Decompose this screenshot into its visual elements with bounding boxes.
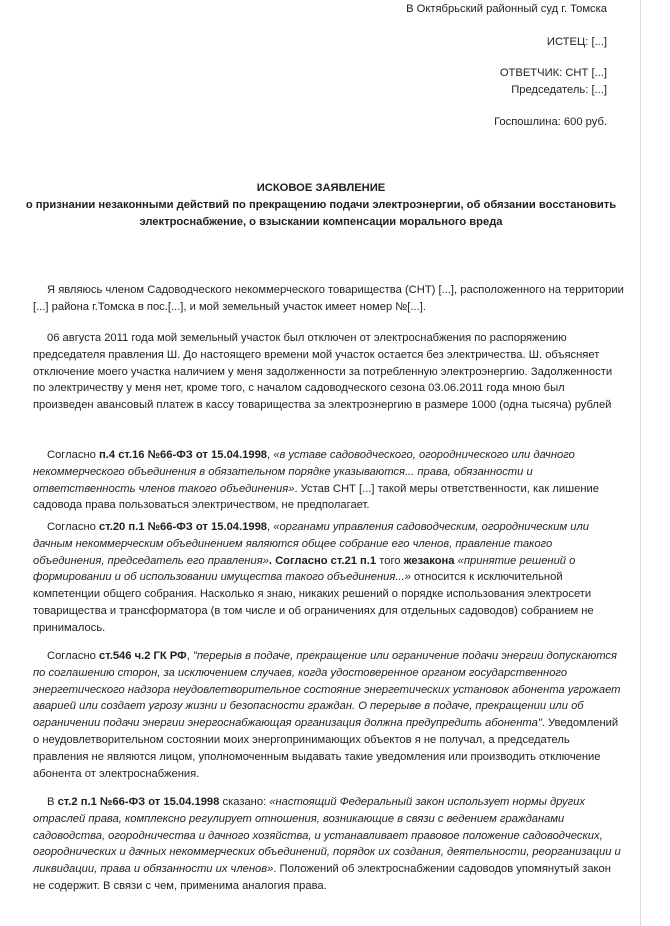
law-reference: п.4 ст.16 №66-ФЗ от 15.04.1998 (99, 449, 268, 461)
law-reference: ст.20 п.1 №66-ФЗ от 15.04.1998 (99, 521, 268, 533)
paragraph-membership (33, 282, 625, 316)
law-quote: «в уставе садоводческого, огороднического или дачного некоммерческого объединения в обязательном порядке указываются... права, обязанности и ответственность членов такого объединения» (33, 449, 575, 495)
defendant-line: ОТВЕТЧИК: СНТ [...] (499, 67, 607, 79)
text-run: В (47, 796, 58, 808)
court-fee-line: Госпошлина: 600 руб. (494, 116, 607, 128)
law-reference: ст.2 п.1 №66-ФЗ от 15.04.1998 (57, 796, 220, 808)
document-title: ИСКОВОЕ ЗАЯВЛЕНИЕ (256, 182, 386, 194)
text-run: Согласно (47, 521, 99, 533)
law-quote: "перерыв в подаче, прекращение или ограничение подачи энергии допускаются по соглашению сторон, за исключением случаев, когда удостоверенное органом государственного энергетического надзора неудовлетворительное состояние энергетических установок абонента угрожает аварией или создает угрозу жизни и безопасности граждан. О перерыве в подаче, прекращении или об ограничении подачи энергии энергоснабжающая организация должна предупредить абонента" (33, 650, 621, 730)
law-reference: жезакона (403, 554, 455, 567)
plaintiff-line: ИСТЕЦ: [...] (546, 36, 607, 48)
law-reference: ст.546 ч.2 ГК РФ (99, 650, 187, 662)
text-run: относится к исключительной компетенции общего собрания. Насколько я знаю, никаких решений о порядке использования электросети товарищества и трансформатора (в том числе и об ограничениях для отдельных садоводов) собранием не принималось. (33, 571, 594, 634)
chairman-line: Председатель: [...] (511, 84, 607, 96)
document-title-block (18, 180, 624, 231)
text-run: , (186, 650, 193, 662)
text-run: . Устав СНТ [...] такой меры ответственности, как лишение садовода права пользоваться электричеством, не предполагает. (33, 482, 600, 512)
text-run: . Положений об электроснабжении садоводов упомянутый закон не содержит. В связи с чем, применима аналогия права. (33, 863, 611, 892)
paragraph-governance (33, 519, 625, 637)
paragraph-disconnection (33, 330, 625, 414)
text-run: сказано: (219, 796, 270, 808)
law-reference: . Согласно ст.21 п.1 (268, 554, 377, 567)
text-run: Согласно (47, 449, 99, 461)
paragraph-charter (33, 447, 625, 514)
text-run: . Уведомлений о неудовлетворительном состоянии моих энергопринимающих объектов я не получал, а председатель правления не являются лицом, уполномоченным выдавать такие уведомления или производить отключение абонента от электроснабжения. (33, 717, 619, 780)
law-quote: «органами управления садоводческим, огородническим или дачным некоммерческим объединением являются общее собрание его членов, правление такого объединения, председатель его правления» (33, 521, 589, 567)
law-quote: «настоящий Федеральный закон использует нормы других отраслей права, комплексно регулирует отношения, возникающие в связи с ведением гражданами садоводства, огородничества и дачного хозяйства, и устанавливает правовое положение садоводческих, огороднических и дачных некоммерческих объединений, порядок их создания, деятельности, реорганизации и ликвидации, права и обязанности их членов» (33, 796, 621, 876)
text-run: того (376, 554, 404, 567)
paragraph-membership-text: Я являюсь членом Садоводческого некоммерческого товарищества (СНТ) [...], расположенного на территории [...] района г.Томска в пос.[...], и мой земельный участок имеет номер №[...]. (33, 284, 624, 313)
text-run: , (267, 521, 274, 533)
paragraph-civil-code (33, 648, 625, 782)
court-name: В Октябрьский районный суд г. Томска (406, 3, 607, 15)
text-run: , (267, 449, 274, 461)
paragraph-disconnection-text: 06 августа 2011 года мой земельный участок был отключен от электроснабжения по распоряжению председателя правления Ш. До настоящего времени мой участок остается без электричества. Ш. объясняет отключение моего участка наличием у меня задолженности за потребленную электроэнергию. Задолженности по электричеству у меня нет, кроме того, с началом садоводческого сезона 03.06.2011 года мною был произведен авансовый платеж в кассу товарищества за электроэнергию в размере 1000 (одна тысяча) рублей (33, 332, 613, 412)
text-run: Согласно (47, 650, 99, 662)
document-subtitle: о признании незаконными действий по прекращению подачи электроэнергии, об обязании восстановить электроснабжение, о взыскании компенсации морального вреда (25, 199, 617, 228)
paragraph-law-scope (33, 794, 625, 895)
law-quote: «принятие решений о формировании и об использовании имущества такого объединения...» (33, 554, 576, 584)
